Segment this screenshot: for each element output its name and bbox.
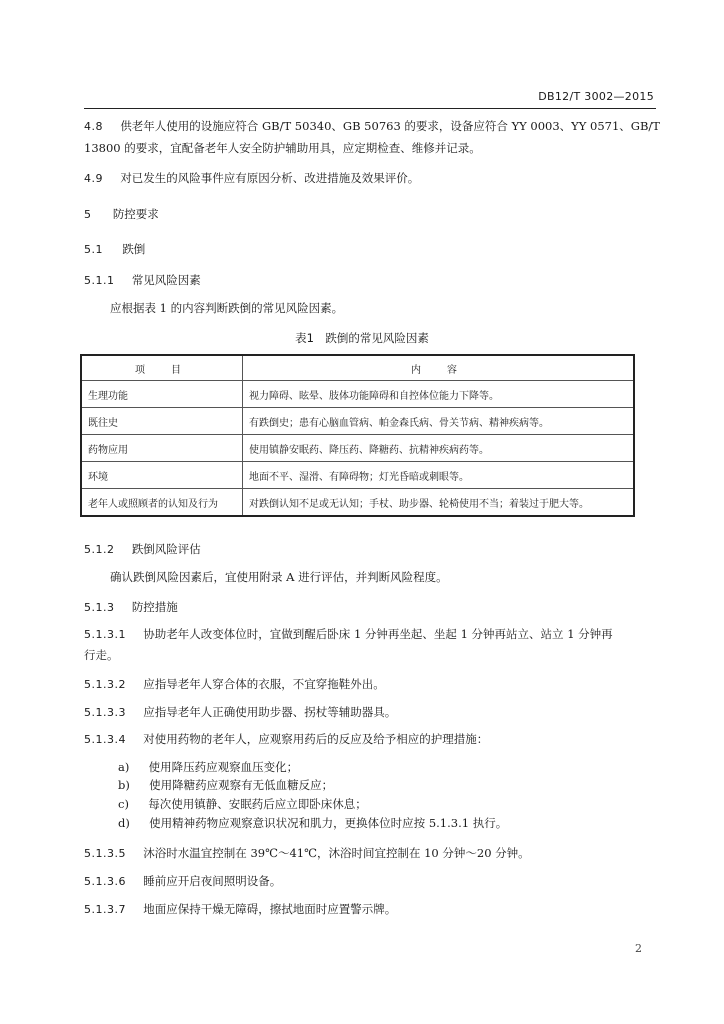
table-cell: 有跌倒史；患有心脑血管病、帕金森氏病、骨关节病、精神疾病等。 [243,408,635,435]
clause-text: 应指导老年人穿合体的衣服，不宜穿拖鞋外出。 [143,677,385,691]
list-text: 每次使用镇静、安眠药后应立即卧床休息； [148,797,367,811]
clause-4-8-continued: 13800 的要求，宜配备老年人安全防护辅助用具，应定期检查、维修并记录。 [84,141,481,155]
list-marker: b) [118,778,130,792]
section-5-1-2-heading [84,541,201,557]
page-number: 2 [635,942,642,955]
section-number: 5.1.2 [84,543,115,556]
clause-text: 供老年人使用的设施应符合 GB/T 50340、GB 50763 的要求，设备应符合 YY 0003、YY 0571、GB/T [120,119,660,133]
table-row [81,408,634,435]
clause-text: 协助老年人改变体位时，宜做到醒后卧床 1 分钟再坐起、坐起 1 分钟再站立、站立 1 分钟再 [143,627,613,641]
clause-text: 对使用药物的老年人，应观察用药后的反应及给予相应的护理措施： [143,732,489,746]
section-5-1-heading [84,241,145,257]
paragraph-5-1-1: 应根据表 1 的内容判断跌倒的常见风险因素。 [110,301,344,315]
table-cell: 使用镇静安眠药、降压药、降糖药、抗精神疾病药等。 [243,435,635,462]
list-item [118,759,298,775]
clause-number: 5.1.3.5 [84,847,126,860]
clause-number: 5.1.3.2 [84,678,126,691]
clause-text: 地面应保持干燥无障碍，擦拭地面时应置警示牌。 [143,902,397,916]
risk-factor-table [80,354,635,517]
table-header-item: 项 目 [81,355,243,381]
table-cell: 药物应用 [81,435,243,462]
table-cell: 环境 [81,462,243,489]
section-title: 跌倒风险评估 [131,542,201,556]
table-cell: 既往史 [81,408,243,435]
section-number: 5.1 [84,243,103,256]
table-row [81,435,634,462]
clause-text: 应指导老年人正确使用助步器、拐杖等辅助器具。 [143,705,397,719]
clause-number: 5.1.3.3 [84,706,126,719]
clause-5-1-3-5 [84,845,530,861]
table-cell: 对跌倒认知不足或无认知；手杖、助步器、轮椅使用不当；着装过于肥大等。 [243,489,635,517]
list-marker: a) [118,760,130,774]
section-number: 5.1.1 [84,274,115,287]
header-rule [84,108,656,109]
clause-number: 5.1.3.7 [84,903,126,916]
table-cell: 地面不平、湿滑、有障碍物；灯光昏暗或刺眼等。 [243,462,635,489]
table-caption: 表1 跌倒的常见风险因素 [295,331,429,345]
list-item [118,815,507,831]
section-title: 防控要求 [112,207,159,221]
clause-5-1-3-4 [84,731,488,747]
table-header-row [81,355,634,381]
clause-5-1-3-6 [84,873,281,889]
clause-4-8 [84,118,660,134]
table-row [81,462,634,489]
clause-number: 4.8 [84,120,103,133]
clause-5-1-3-1-continued: 行走。 [84,648,119,662]
clause-5-1-3-1 [84,626,613,642]
section-title: 常见风险因素 [131,273,201,287]
section-number: 5 [84,208,92,221]
list-text: 使用降糖药应观察有无低血糖反应； [149,778,334,792]
clause-text: 睡前应开启夜间照明设备。 [143,874,282,888]
clause-text: 沐浴时水温宜控制在 39℃～41℃，沐浴时间宜控制在 10 分钟～20 分钟。 [143,846,530,860]
list-text: 使用降压药应观察血压变化； [148,760,299,774]
clause-4-9 [84,170,419,186]
table-cell: 老年人或照顾者的认知及行为 [81,489,243,517]
list-marker: d) [118,816,130,830]
section-title: 防控措施 [131,600,178,614]
list-item [118,796,367,812]
clause-5-1-3-3 [84,704,396,720]
document-code: DB12/T 3002—2015 [538,90,654,103]
section-5-1-3-heading [84,599,178,615]
table-cell: 生理功能 [81,381,243,408]
section-number: 5.1.3 [84,601,115,614]
clause-number: 4.9 [84,172,103,185]
section-5-1-1-heading [84,272,201,288]
section-5-heading [84,206,159,222]
clause-number: 5.1.3.6 [84,875,126,888]
table-row [81,489,634,517]
table-row [81,381,634,408]
list-text: 使用精神药物应观察意识状况和肌力，更换体位时应按 5.1.3.1 执行。 [149,816,508,830]
list-item [118,777,333,793]
paragraph-5-1-2: 确认跌倒风险因素后，宜使用附录 A 进行评估，并判断风险程度。 [110,570,448,584]
clause-number: 5.1.3.4 [84,733,126,746]
list-marker: c) [118,797,129,811]
table-cell: 视力障碍、眩晕、肢体功能障碍和自控体位能力下降等。 [243,381,635,408]
clause-5-1-3-2 [84,676,385,692]
clause-number: 5.1.3.1 [84,628,126,641]
table-header-content: 内 容 [243,355,635,381]
section-title: 跌倒 [122,242,146,256]
clause-text: 对已发生的风险事件应有原因分析、改进措施及效果评价。 [120,171,420,185]
clause-5-1-3-7 [84,901,396,917]
